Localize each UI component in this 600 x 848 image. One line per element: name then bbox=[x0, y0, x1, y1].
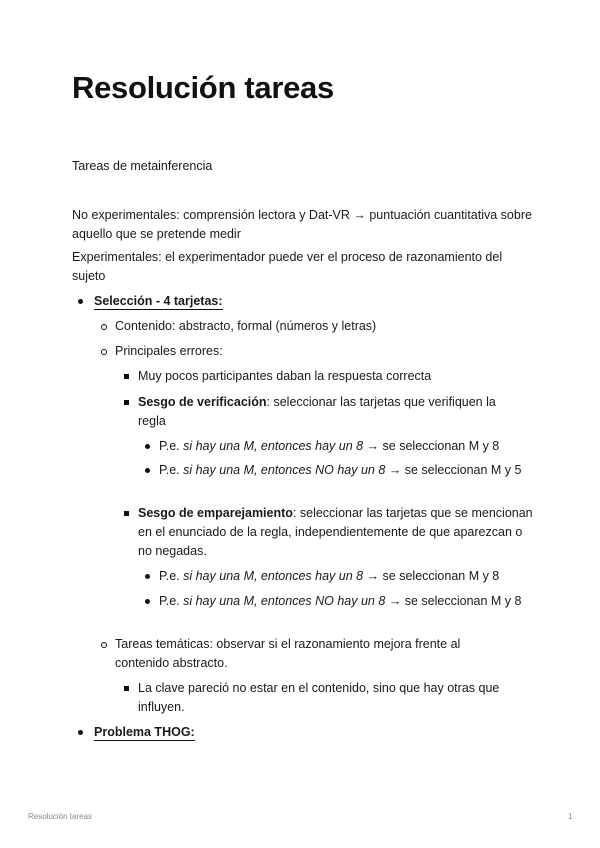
list-item-seleccion bbox=[94, 292, 534, 311]
text-verificacion: : seleccionar las tarjetas que verifiquen la regla bbox=[138, 395, 496, 428]
heading-seleccion: Selección - 4 tarjetas: bbox=[94, 294, 223, 308]
ex4-result: → se seleccionan M y 8 bbox=[385, 594, 522, 608]
paragraph-experimentales: Experimentales: el experimentador puede ver el proceso de razonamiento del sujeto bbox=[72, 250, 503, 283]
bullet-disc bbox=[145, 574, 150, 579]
list-item-ejemplo-2 bbox=[159, 461, 529, 480]
list-item-ejemplo-1 bbox=[159, 437, 539, 456]
list-item-errores bbox=[115, 342, 535, 361]
list-item-ejemplo-4 bbox=[159, 592, 529, 611]
bullet-square bbox=[124, 400, 129, 405]
ex4-rule: si hay una M, entonces NO hay un 8 bbox=[183, 594, 386, 608]
bullet-square bbox=[124, 511, 129, 516]
text-emparejamiento: : seleccionar las tarjetas que se mencionan en el enunciado de la regla, independientemente de que aparezcan o no negadas. bbox=[138, 506, 533, 558]
text-clave: La clave pareció no estar en el contenido, sino que hay otras que influyen. bbox=[138, 681, 500, 714]
paragraph-no-experimentales: No experimentales: comprensión lectora y Dat-VR → puntuación cuantitativa sobre aquello que se pretende medir bbox=[72, 208, 532, 241]
bullet-circle bbox=[101, 642, 107, 648]
list-item-thog bbox=[94, 723, 534, 742]
text-errores: Principales errores: bbox=[115, 344, 223, 358]
bullet-circle bbox=[101, 349, 107, 355]
footer-title: Resolución tareas bbox=[28, 812, 93, 821]
term-emparejamiento: Sesgo de emparejamiento bbox=[138, 506, 293, 520]
page-title: Resolución tareas bbox=[72, 70, 334, 105]
text-contenido: Contenido: abstracto, formal (números y letras) bbox=[115, 319, 377, 333]
bullet-disc bbox=[145, 468, 150, 473]
bullet-disc bbox=[78, 730, 83, 735]
ex1-rule: si hay una M, entonces hay un 8 bbox=[183, 439, 364, 453]
ex4-prefix: P.e. bbox=[159, 594, 184, 608]
bullet-disc bbox=[145, 599, 150, 604]
list-item-ejemplo-3 bbox=[159, 567, 539, 586]
bullet-disc bbox=[78, 299, 83, 304]
ex3-prefix: P.e. bbox=[159, 569, 184, 583]
ex2-result: → se seleccionan M y 5 bbox=[385, 463, 522, 477]
bullet-square bbox=[124, 374, 129, 379]
ex2-prefix: P.e. bbox=[159, 463, 184, 477]
list-item-contenido bbox=[115, 317, 535, 336]
bullet-square bbox=[124, 686, 129, 691]
intro-text: Tareas de metainferencia bbox=[72, 159, 213, 173]
heading-thog: Problema THOG: bbox=[94, 725, 195, 739]
bullet-disc bbox=[145, 444, 150, 449]
footer-page-number: 1 bbox=[568, 812, 573, 821]
ex3-result: → se seleccionan M y 8 bbox=[363, 569, 500, 583]
text-tematicas: Tareas temáticas: observar si el razonamiento mejora frente al contenido abstracto. bbox=[115, 637, 461, 670]
list-item-tematicas bbox=[115, 635, 465, 673]
ex2-rule: si hay una M, entonces NO hay un 8 bbox=[183, 463, 386, 477]
list-item-clave bbox=[138, 679, 523, 717]
bullet-circle bbox=[101, 324, 107, 330]
ex3-rule: si hay una M, entonces hay un 8 bbox=[183, 569, 364, 583]
list-item-pocos bbox=[138, 367, 533, 386]
list-item-emparejamiento bbox=[138, 504, 533, 561]
list-item-verificacion bbox=[138, 393, 513, 431]
text-pocos: Muy pocos participantes daban la respuesta correcta bbox=[138, 369, 432, 383]
ex1-prefix: P.e. bbox=[159, 439, 184, 453]
ex1-result: → se seleccionan M y 8 bbox=[363, 439, 500, 453]
term-verificacion: Sesgo de verificación bbox=[138, 395, 267, 409]
